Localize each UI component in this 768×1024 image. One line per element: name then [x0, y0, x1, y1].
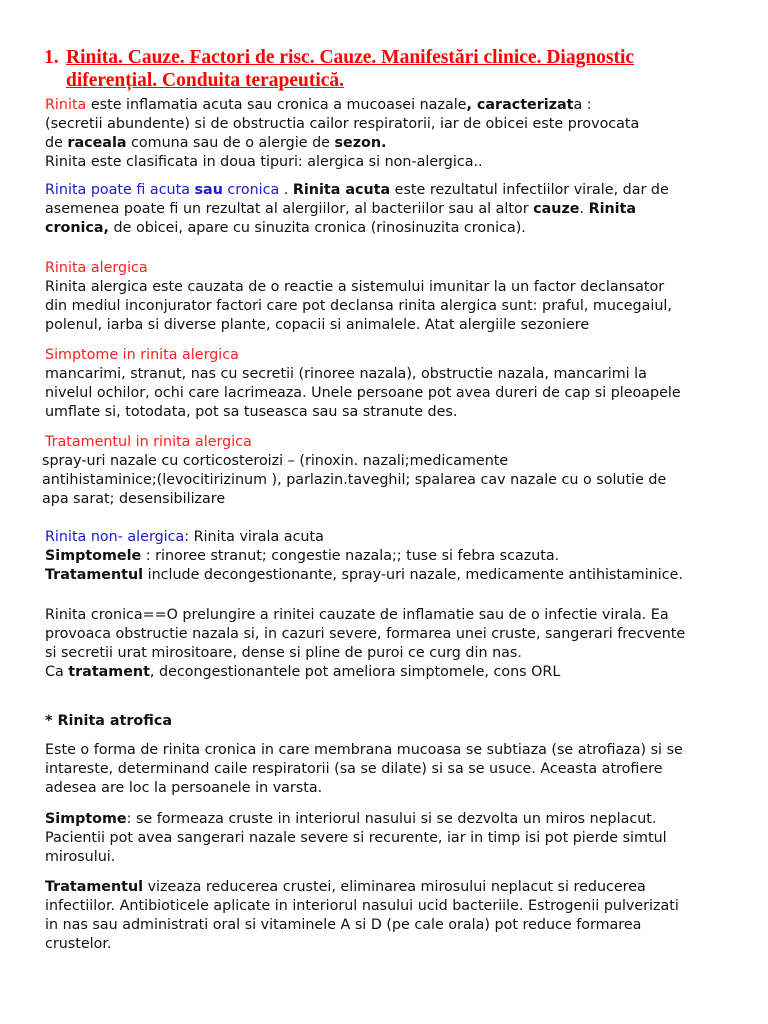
section-heading: Tratamentul in rinita alergica	[45, 434, 252, 450]
cronica-paragraph: Rinita cronica==O prelungire a rinitei cauzate de inflamatie sau de o infectie virala. Ea provoaca obstructie nazala si, in cazuri severe, formarea unei cruste, sangerari frecvente si secretii urat mirositoare, dense si pline de puroi ce curg din nas. Ca tratament, decongestionantele pot ameliora simptomele, cons ORL	[45, 607, 686, 680]
intro-rinita-term: Rinita	[45, 97, 87, 113]
simptome-alergica-section: Simptome in rinita alergica mancarimi, stranut, nas cu secretii (rinoree nazala), obstructie nazala, mancarimi la nivelul ochilor, ochi care lacrimeaza. Unele persoane pot avea dureri de cap si pleoapele umflate si, totodata, pot sa tuseasca sau sa stranute des.	[45, 346, 735, 422]
title-line-1: Rinita. Cauze. Factori de risc. Cauze. Manifestări clinice. Diagnostic	[66, 47, 635, 68]
title-line-2: diferențial. Conduita terapeutică.	[66, 70, 345, 91]
tratament-alergica-section: Tratamentul in rinita alergica spray-uri nazale cu corticosteroizi – (rinoxin. nazali;medicamente antihistaminice;(levocitirizinum ), parlazin.taveghil; spalarea cav nazale cu o solutie de apa sarat; desensibilizare	[45, 433, 735, 509]
atrofica-tratament: Tratamentul vizeaza reducerea crustei, eliminarea mirosului neplacut si reducerea infectiilor. Antibioticele aplicate in interiorul nasului ucid bacteriile. Estrogenii pulverizati in nas sau administrati oral si vitaminele A si D (pe cale orala) pot reduce formarea crustelor.	[45, 879, 679, 952]
title-number: 1.	[44, 47, 59, 68]
section-heading: Rinita alergica	[45, 260, 148, 276]
atrofica-paragraph: Este o forma de rinita cronica in care membrana mucoasa se subtiaza (se atrofiaza) si se intareste, determinand caile respiratorii (sa se dilate) si sa se usuce. Aceasta atrofiere adesea are loc la persoanele in varsta.	[45, 742, 683, 796]
section-heading: Rinita non- alergica	[45, 529, 185, 545]
section-heading: Simptome in rinita alergica	[45, 347, 239, 363]
types-paragraph: Rinita poate fi acuta sau cronica . Rinita acuta este rezultatul infectiilor virale, dar de asemenea poate fi un rezultat al alergiilor, al bacteriilor sau al altor cauze. Rinita cronica, de obicei, apare cu sinuzita cronica (rinosinuzita cronica).	[45, 182, 669, 236]
page-title	[44, 46, 726, 92]
non-alergica-section: Rinita non- alergica: Rinita virala acuta Simptomele : rinoree stranut; congestie nazala;; tuse si febra scazuta. Tratamentul include decongestionante, spray-uri nazale, medicamente antihistaminice.	[45, 529, 683, 583]
atrofica-simptome: Simptome: se formeaza cruste in interiorul nasului si se dezvolta un miros neplacut. Pacientii pot avea sangerari nazale severe si recurente, iar in timp isi pot pierde simtul mirosului.	[45, 811, 667, 865]
atrofica-heading: * Rinita atrofica	[45, 713, 172, 729]
intro-paragraph: Rinita este inflamatia acuta sau cronica a mucoasei nazale, caracterizata : (secretii abundente) si de obstructia cailor respiratorii, iar de obicei este provocata de raceala comuna sau de o alergie de sezon. Rinita este clasificata in doua tipuri: alergica si non-alergica..	[45, 97, 640, 170]
alergica-section: Rinita alergica Rinita alergica este cauzata de o reactie a sistemului imunitar la un factor declansator din mediul inconjurator factori care pot declansa rinita alergica sunt: praful, mucegaiul, polenul, iarba si diverse plante, copacii si animalele. Atat alergiile sezoniere	[45, 259, 735, 335]
